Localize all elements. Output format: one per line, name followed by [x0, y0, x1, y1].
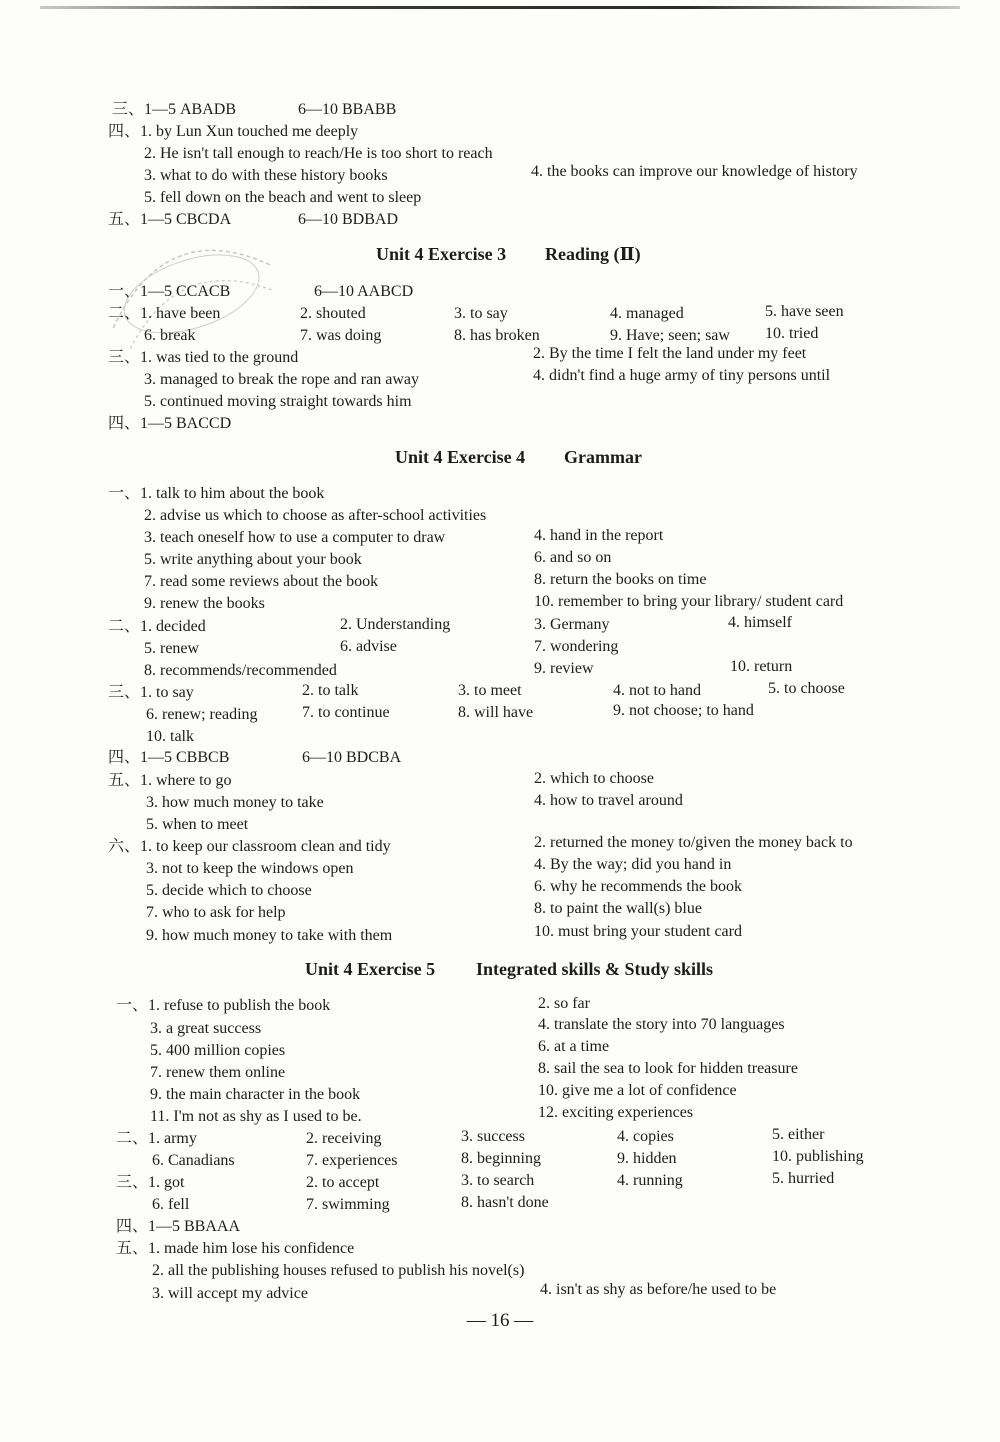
answer-item: 7. swimming [306, 1196, 390, 1213]
answer-item: 2. advise us which to choose as after-school activities [144, 507, 487, 524]
answer-item: 5. write anything about your book [144, 551, 362, 568]
answer-item: 一、1—5 CCACB [108, 283, 231, 300]
answer-item: 8. recommends/recommended [144, 662, 337, 679]
answer-item: 9. hidden [617, 1150, 677, 1167]
answer-line [0, 187, 1000, 209]
answer-item: 8. has broken [454, 327, 540, 344]
answer-line [0, 704, 1000, 726]
answer-item: 2. to accept [306, 1174, 380, 1191]
answer-item: 六、1. to keep our classroom clean and tidy [108, 838, 391, 855]
answer-line [0, 571, 1000, 593]
answer-item: 三、1. to say [108, 684, 194, 701]
section-heading [0, 956, 1000, 982]
answer-item: 6. renew; reading [146, 706, 258, 723]
answer-item: 9. Have; seen; saw [610, 327, 730, 344]
heading-topic: Grammar [564, 447, 642, 467]
answer-line [0, 1106, 1000, 1128]
answer-item: 2. receiving [306, 1130, 382, 1147]
answer-line [0, 209, 1000, 231]
answer-item: 五、1. where to go [108, 772, 232, 789]
answer-item: 三、1. got [116, 1174, 185, 1191]
answer-line [0, 638, 1000, 660]
answer-item: 7. wondering [534, 638, 619, 655]
answer-item: 7. was doing [300, 327, 382, 344]
answer-item: 4. didn't find a huge army of tiny persons until [533, 367, 831, 384]
answer-item: 3. will accept my advice [152, 1285, 308, 1302]
answer-item: 五、1. made him lose his confidence [116, 1240, 355, 1257]
answer-item: 10. give me a lot of confidence [538, 1082, 737, 1099]
answer-item: 6. fell [152, 1196, 190, 1213]
answer-item: 5. fell down on the beach and went to sleep [144, 189, 422, 206]
answer-item: 8. will have [458, 704, 534, 721]
answer-line [0, 836, 1000, 858]
answer-item: 7. read some reviews about the book [144, 573, 379, 590]
answer-item: 6—10 BDBAD [298, 211, 399, 228]
answer-item: 3. how much money to take [146, 794, 324, 811]
answer-item: 4. isn't as shy as before/he used to be [540, 1281, 777, 1298]
answer-item: 3. a great success [150, 1020, 262, 1037]
answer-item: 4. the books can improve our knowledge of history [531, 163, 858, 180]
answer-item: 五、1—5 CBCDA [108, 211, 232, 228]
answer-item: 3. success [461, 1128, 525, 1145]
answer-item: 2. which to choose [534, 770, 654, 787]
answer-item: 四、1—5 BACCD [108, 415, 232, 432]
answer-line [0, 792, 1000, 814]
answer-line [0, 682, 1000, 704]
answer-item: 3. to meet [458, 682, 522, 699]
answer-line [0, 1084, 1000, 1106]
answer-item: 7. renew them online [150, 1064, 286, 1081]
answer-item: 5. either [772, 1126, 825, 1143]
answer-item: 三、1—5 ABADB [112, 101, 237, 118]
answer-item: 一、1. talk to him about the book [108, 485, 325, 502]
heading-topic: Integrated skills & Study skills [476, 959, 714, 979]
answer-item: 四、1—5 CBBCB [108, 749, 230, 766]
answer-item: 5. have seen [765, 303, 844, 320]
answer-item: 3. what to do with these history books [144, 167, 388, 184]
answer-item: 6. advise [340, 638, 397, 655]
answer-item: 2. Understanding [340, 616, 451, 633]
answer-item: 3. to say [454, 305, 508, 322]
answer-item: 6. Canadians [152, 1152, 235, 1169]
answer-line [0, 1283, 1000, 1305]
answer-line [0, 1040, 1000, 1062]
answer-item: 4. copies [617, 1128, 674, 1145]
answer-item: 9. review [534, 660, 594, 677]
section-heading [0, 444, 1000, 470]
heading-topic: Reading (Ⅱ) [545, 244, 641, 264]
answer-line [0, 902, 1000, 924]
answer-item: 3. Germany [534, 616, 610, 633]
heading-unit: Unit 4 Exercise 4 [395, 447, 526, 467]
answer-line [0, 483, 1000, 505]
answer-item: 二、1. have been [108, 305, 221, 322]
answer-line [0, 616, 1000, 638]
answer-line [0, 165, 1000, 187]
answer-item: 4. himself [728, 614, 792, 631]
answer-item: 4. By the way; did you hand in [534, 856, 732, 873]
answer-item: 2. returned the money to/given the money back to [534, 834, 853, 851]
heading-unit: Unit 4 Exercise 3 [376, 244, 507, 264]
answer-line [0, 549, 1000, 571]
answer-item: 9. not choose; to hand [613, 702, 754, 719]
answer-line [0, 413, 1000, 435]
answer-item: 6—10 AABCD [314, 283, 414, 300]
answer-line [0, 593, 1000, 615]
answer-item: 6. and so on [534, 549, 612, 566]
answer-line [0, 121, 1000, 143]
section-heading [0, 241, 1000, 267]
answer-item: 7. experiences [306, 1152, 398, 1169]
answer-line [0, 99, 1000, 121]
answer-item: 2. so far [538, 995, 590, 1012]
answer-line [0, 995, 1000, 1017]
page-number: — 16 — [466, 1310, 534, 1331]
answer-item: 3. teach oneself how to use a computer to draw [144, 529, 446, 546]
answer-line [0, 880, 1000, 902]
answer-line [0, 726, 1000, 748]
answer-item: 3. managed to break the rope and ran away [144, 371, 419, 388]
answer-line [0, 925, 1000, 947]
answer-item: 7. who to ask for help [146, 904, 286, 921]
answer-line [0, 660, 1000, 682]
answer-item: 8. hasn't done [461, 1194, 549, 1211]
answer-item: 6—10 BBABB [298, 101, 397, 118]
answer-item: 4. managed [610, 305, 684, 322]
answer-item: 三、1. was tied to the ground [108, 349, 299, 366]
answer-item: 4. not to hand [613, 682, 701, 699]
answer-line [0, 1216, 1000, 1238]
answer-item: 5. continued moving straight towards him [144, 393, 412, 410]
answer-item: 2. shouted [300, 305, 366, 322]
answer-line [0, 281, 1000, 303]
answer-item: 5. when to meet [146, 816, 249, 833]
answer-item: 四、1. by Lun Xun touched me deeply [108, 123, 359, 140]
answer-line [0, 1172, 1000, 1194]
answer-item: 二、1. decided [108, 618, 206, 635]
answer-item: 4. how to travel around [534, 792, 683, 809]
answer-item: 2. to talk [302, 682, 359, 699]
heading-unit: Unit 4 Exercise 5 [305, 959, 436, 979]
answer-item: 11. I'm not as shy as I used to be. [150, 1108, 362, 1125]
answer-item: 2. He isn't tall enough to reach/He is too short to reach [144, 145, 493, 162]
answer-item: 4. running [617, 1172, 683, 1189]
answer-line [0, 1062, 1000, 1084]
answer-item: 5. 400 million copies [150, 1042, 286, 1059]
answer-item: 一、1. refuse to publish the book [116, 997, 331, 1014]
answer-item: 6—10 BDCBA [302, 749, 402, 766]
answer-item: 4. hand in the report [534, 527, 664, 544]
answer-line [0, 347, 1000, 369]
answer-item: 5. renew [144, 640, 200, 657]
answer-item: 10. must bring your student card [534, 923, 742, 940]
answer-line [0, 369, 1000, 391]
answer-item: 8. to paint the wall(s) blue [534, 900, 702, 917]
answer-item: 9. how much money to take with them [146, 927, 393, 944]
answer-item: 10. publishing [772, 1148, 864, 1165]
answer-item: 5. to choose [768, 680, 845, 697]
answer-line [0, 747, 1000, 769]
answer-line [0, 1194, 1000, 1216]
answer-line [0, 391, 1000, 413]
answer-item: 12. exciting experiences [538, 1104, 694, 1121]
answer-item: 2. By the time I felt the land under my feet [533, 345, 807, 362]
answer-item: 9. renew the books [144, 595, 265, 612]
answer-line [0, 1018, 1000, 1040]
answer-item: 6. at a time [538, 1038, 610, 1055]
answer-item: 二、1. army [116, 1130, 197, 1147]
answer-line [0, 303, 1000, 325]
answer-item: 2. all the publishing houses refused to publish his novel(s) [152, 1262, 525, 1279]
answer-line [0, 1238, 1000, 1260]
answer-item: 10. return [730, 658, 793, 675]
answer-item: 6. why he recommends the book [534, 878, 742, 895]
answer-item: 9. the main character in the book [150, 1086, 361, 1103]
answer-item: 4. translate the story into 70 languages [538, 1016, 785, 1033]
answer-line [0, 325, 1000, 347]
answer-item: 10. talk [146, 728, 194, 745]
answer-item: 7. to continue [302, 704, 390, 721]
answer-line [0, 770, 1000, 792]
answer-item: 10. remember to bring your library/ student card [534, 593, 844, 610]
answer-item: 8. beginning [461, 1150, 541, 1167]
answer-item: 四、1—5 BBAAA [116, 1218, 241, 1235]
answer-line [0, 1150, 1000, 1172]
answer-item: 5. decide which to choose [146, 882, 312, 899]
answer-line [0, 505, 1000, 527]
answer-line [0, 527, 1000, 549]
answer-item: 8. return the books on time [534, 571, 707, 588]
answer-item: 5. hurried [772, 1170, 835, 1187]
answer-item: 10. tried [765, 325, 819, 342]
answer-item: 6. break [144, 327, 196, 344]
answer-item: 8. sail the sea to look for hidden treasure [538, 1060, 798, 1077]
answer-line [0, 1260, 1000, 1282]
answer-line [0, 858, 1000, 880]
answer-item: 3. not to keep the windows open [146, 860, 354, 877]
answer-item: 3. to search [461, 1172, 535, 1189]
